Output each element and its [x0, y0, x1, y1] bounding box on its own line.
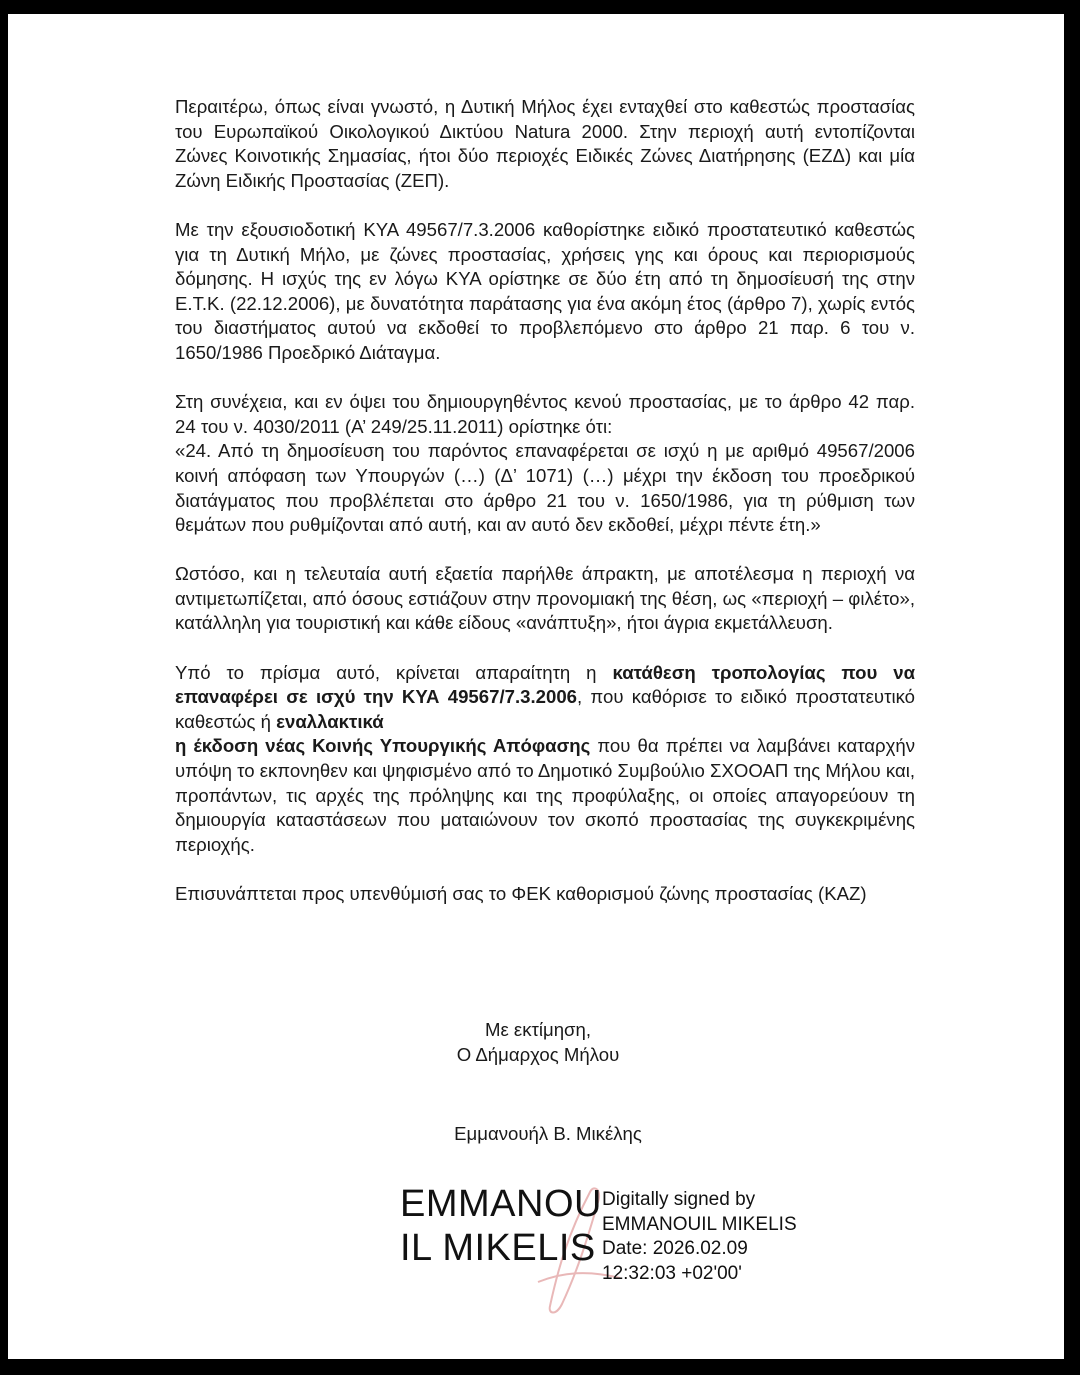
signature-detail-line-3: Date: 2026.02.09	[602, 1238, 748, 1259]
closing-role: Ο Δήμαρχος Μήλου	[456, 1043, 620, 1065]
paragraph-six-years: Ωστόσο, και η τελευταία αυτή εξαετία παρήλθε άπρακτη, με αποτέλεσμα η περιοχή να αντιμετωπίζεται, από όσους εστιάζουν στην προνομιακή της θέση, ως «περιοχή – φιλέτο», κατάλληλη για τουριστική και κάθε είδους «ανάπτυξη», ήτοι άγρια εκμετάλλευση.	[175, 563, 915, 634]
paragraph-attachment: Επισυνάπτεται προς υπενθύμισή σας το ΦΕΚ καθορισμού ζώνης προστασίας (ΚΑΖ)	[175, 883, 867, 904]
paragraph-kya-2006: Με την εξουσιοδοτική ΚΥΑ 49567/7.3.2006 καθορίστηκε ειδικό προστατευτικό καθεστώς για τη Δυτική Μήλο, με ζώνες προστασίας, χρήσεις γης και όρους και περιορισμούς δόμησης. Η ισχύς της εν λόγω ΚΥΑ ορίστηκε σε δύο έτη από τη δημοσίευσή της στην Ε.Τ.Κ. (22.12.2006), με δυνατότητα παράτασης για ένα ακόμη έτος (άρθρο 7), χωρίς εντός του διαστήματος αυτού να εκδοθεί το προβλεπόμενο στο άρθρο 21 παρ. 6 του ν. 1650/1986 Προεδρικό Διάταγμα.	[175, 218, 915, 363]
signatory-name: Εμμανουήλ Β. Μικέλης	[454, 1123, 642, 1144]
letter-body	[175, 95, 915, 931]
request-text-1: Υπό το πρίσμα αυτό, κρίνεται απαραίτητη η	[175, 661, 613, 683]
document-page	[8, 14, 1064, 1359]
closing-greeting: Με εκτίμηση,	[484, 1019, 592, 1040]
paragraph-law-4030-intro: Στη συνέχεια, και εν όψει του δημιουργηθέντος κενού προστασίας, με το άρθρο 42 παρ. 24 του ν. 4030/2011 (Α’ 249/25.11.2011) ορίστηκε ότι:	[175, 391, 915, 437]
paragraph-request	[175, 661, 915, 858]
paragraph-natura: Περαιτέρω, όπως είναι γνωστό, η Δυτική Μήλος έχει ενταχθεί στο καθεστώς προστασίας του Ευρωπαϊκού Οικολογικού Δικτύου Natura 2000. Στην περιοχή αυτή εντοπίζονται Ζώνες Κοινοτικής Σημασίας, ήτοι δύο περιοχές Ειδικές Ζώνες Διατήρησης (ΕΖΔ) και μία Ζώνη Ειδικής Προστασίας (ΖΕΠ).	[175, 96, 915, 191]
quoted-article: «24. Από τη δημοσίευση του παρόντος επαναφέρεται σε ισχύ η με αριθμό 49567/2006 κοινή απόφαση των Υπουργών (…) (Δ’ 1071) (…) μέχρι την έκδοση του προεδρικού διατάγματος που προβλέπεται στο άρθρο 21 του ν. 1650/1986, για τη ρύθμιση των θεμάτων που ρυθμίζονται από αυτή, και αν αυτό δεν εκδοθεί, μέχρι πέντε έτη.»	[175, 440, 915, 536]
digital-signature-details	[602, 1188, 797, 1286]
signature-name-line-1: EMMANOU	[400, 1183, 602, 1225]
signature-detail-line-4: 12:32:03 +02'00'	[602, 1262, 742, 1284]
request-text-3: που θα πρέπει να λαμβάνει καταρχήν υπόψη το εκπονηθεν και ψηφισμένο από το Δημοτικό Συμβούλιο ΣΧΟΟΑΠ της Μήλου και, προπάντων, τις αρχές της πρόληψης και της προφύλαξης, οι οποίες απαγορεύουν τη δημιουργία καταστάσεων που ματαιώνουν τον σκοπό προστασίας της συγκεκριμένης περιοχής.	[175, 735, 915, 855]
request-bold-new-kya: η έκδοση νέας Κοινής Υπουργικής Απόφασης	[175, 735, 591, 757]
request-text-2: , που καθόρισε το ειδικό προστατευτικό καθεστώς ή	[175, 686, 915, 732]
digital-signature-name	[400, 1182, 602, 1270]
paragraph-law-4030	[175, 390, 915, 538]
closing-block	[438, 1018, 638, 1067]
signature-detail-line-1: Digitally signed by	[602, 1189, 756, 1210]
signature-detail-line-2: EMMANOUIL MIKELIS	[602, 1213, 797, 1235]
request-bold-amendment: κατάθεση τροπολογίας που να επαναφέρει σε ισχύ την ΚΥΑ 49567/7.3.2006	[175, 661, 915, 708]
request-bold-alternatively: εναλλακτικά	[276, 710, 384, 732]
signature-name-line-2: IL MIKELIS	[400, 1227, 596, 1269]
